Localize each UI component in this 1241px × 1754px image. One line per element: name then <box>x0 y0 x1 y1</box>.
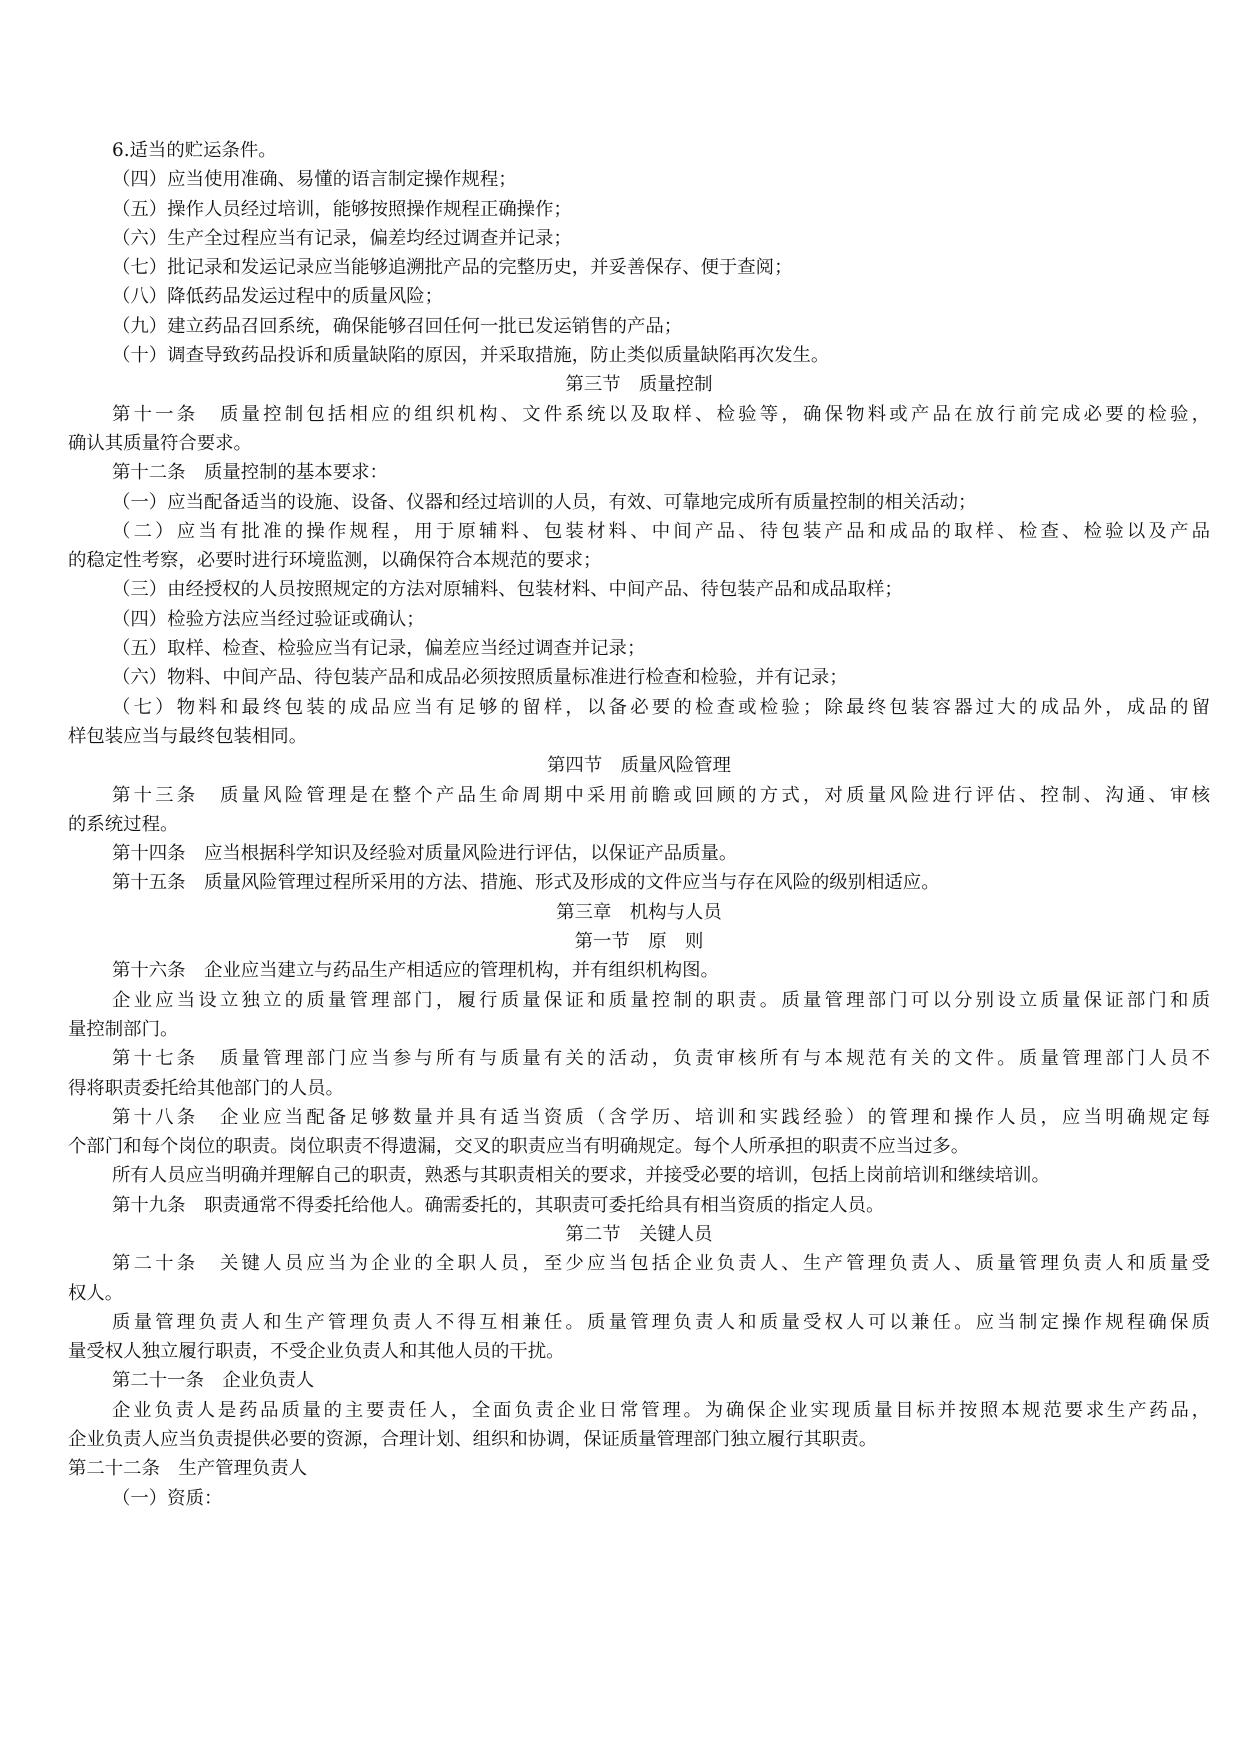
text-line: 第十四条 应当根据科学知识及经验对质量风险进行评估，以保证产品质量。 <box>112 843 738 865</box>
text-line: 的系统过程。 <box>68 813 179 835</box>
text-line: （八）降低药品发运过程中的质量风险； <box>112 286 444 308</box>
text-line: （一）资质： <box>112 1487 223 1509</box>
text-line: 企业负责人是药品质量的主要责任人，全面负责企业日常管理。为确保企业实现质量目标并按照本规范要求生产药品， <box>112 1399 1210 1421</box>
text-line: （四）应当使用准确、易懂的语言制定操作规程； <box>112 169 517 191</box>
text-line: 的稳定性考察，必要时进行环境监测，以确保符合本规范的要求； <box>68 550 602 572</box>
section-heading: 第一节 原 则 <box>574 931 704 953</box>
section-heading: 第二节 关键人员 <box>565 1223 713 1245</box>
text-line: （六）物料、中间产品、待包装产品和成品必须按照质量标准进行检查和检验，并有记录； <box>112 667 848 689</box>
text-line: （一）应当配备适当的设施、设备、仪器和经过培训的人员，有效、可靠地完成所有质量控制的相关活动； <box>112 491 977 513</box>
section-heading: 第三章 机构与人员 <box>556 901 722 923</box>
text-line: 第十六条 企业应当建立与药品生产相适应的管理机构，并有组织机构图。 <box>112 960 719 982</box>
text-line: 个部门和每个岗位的职责。岗位职责不得遗漏，交叉的职责应当有明确规定。每个人所承担的职责不应当过多。 <box>68 1136 970 1158</box>
text-line: 第十三条 质量风险管理是在整个产品生命周期中采用前瞻或回顾的方式，对质量风险进行评估、控制、沟通、审核 <box>112 784 1210 806</box>
text-line: 企业负责人应当负责提供必要的资源，合理计划、组织和协调，保证质量管理部门独立履行其职责。 <box>68 1429 878 1451</box>
text-line: 6.适当的贮运条件。 <box>112 140 277 161</box>
text-line: 第十八条 企业应当配备足够数量并具有适当资质（含学历、培训和实践经验）的管理和操作人员，应当明确规定每 <box>112 1106 1210 1128</box>
text-line: （五）取样、检查、检验应当有记录，偏差应当经过调查并记录； <box>112 638 646 660</box>
text-line: 得将职责委托给其他部门的人员。 <box>68 1077 344 1099</box>
text-line: 第十五条 质量风险管理过程所采用的方法、措施、形式及形成的文件应当与存在风险的级别相适应。 <box>112 872 940 894</box>
text-line: （六）生产全过程应当有记录，偏差均经过调查并记录； <box>112 227 572 249</box>
text-line: （四）检验方法应当经过验证或确认； <box>112 608 425 630</box>
text-line: 第十一条 质量控制包括相应的组织机构、文件系统以及取样、检验等，确保物料或产品在放行前完成必要的检验， <box>112 403 1210 425</box>
text-line: 样包装应当与最终包装相同。 <box>68 725 308 747</box>
section-heading: 第四节 质量风险管理 <box>547 755 731 777</box>
text-line: （三）由经授权的人员按照规定的方法对原辅料、包装材料、中间产品、待包装产品和成品取样； <box>112 579 903 601</box>
text-line: 确认其质量符合要求。 <box>68 432 252 454</box>
text-line: 第二十一条 企业负责人 <box>112 1370 315 1392</box>
text-line: 第二十二条 生产管理负责人 <box>68 1458 308 1480</box>
text-line: 第十九条 职责通常不得委托给他人。确需委托的，其职责可委托给具有相当资质的指定人员。 <box>112 1194 885 1216</box>
text-line: 企业应当设立独立的质量管理部门，履行质量保证和质量控制的职责。质量管理部门可以分别设立质量保证部门和质 <box>112 989 1210 1011</box>
text-line: （九）建立药品召回系统，确保能够召回任何一批已发运销售的产品； <box>112 315 683 337</box>
text-line: 质量管理负责人和生产管理负责人不得互相兼任。质量管理负责人和质量受权人可以兼任。应当制定操作规程确保质 <box>112 1311 1210 1333</box>
text-line: （十）调查导致药品投诉和质量缺陷的原因，并采取措施，防止类似质量缺陷再次发生。 <box>112 345 830 367</box>
text-line: 量受权人独立履行职责，不受企业负责人和其他人员的干扰。 <box>68 1341 565 1363</box>
document-body <box>68 136 1210 1513</box>
text-line: 量控制部门。 <box>68 1018 179 1040</box>
text-line: （七）物料和最终包装的成品应当有足够的留样，以备必要的检查或检验；除最终包装容器过大的成品外，成品的留 <box>112 696 1210 718</box>
text-line: 第二十条 关键人员应当为企业的全职人员，至少应当包括企业负责人、生产管理负责人、质量管理负责人和质量受 <box>112 1253 1210 1275</box>
text-line: 所有人员应当明确并理解自己的职责，熟悉与其职责相关的要求，并接受必要的培训，包括上岗前培训和继续培训。 <box>112 1165 1050 1187</box>
section-heading: 第三节 质量控制 <box>565 374 713 396</box>
text-line: 权人。 <box>68 1282 124 1304</box>
text-line: 第十七条 质量管理部门应当参与所有与质量有关的活动，负责审核所有与本规范有关的文件。质量管理部门人员不 <box>112 1048 1210 1070</box>
text-line: 第十二条 质量控制的基本要求： <box>112 462 388 484</box>
text-line: （七）批记录和发运记录应当能够追溯批产品的完整历史，并妥善保存、便于查阅； <box>112 257 793 279</box>
text-line: （二）应当有批准的操作规程，用于原辅料、包装材料、中间产品、待包装产品和成品的取样、检查、检验以及产品 <box>112 520 1210 542</box>
text-line: （五）操作人员经过培训，能够按照操作规程正确操作； <box>112 198 572 220</box>
